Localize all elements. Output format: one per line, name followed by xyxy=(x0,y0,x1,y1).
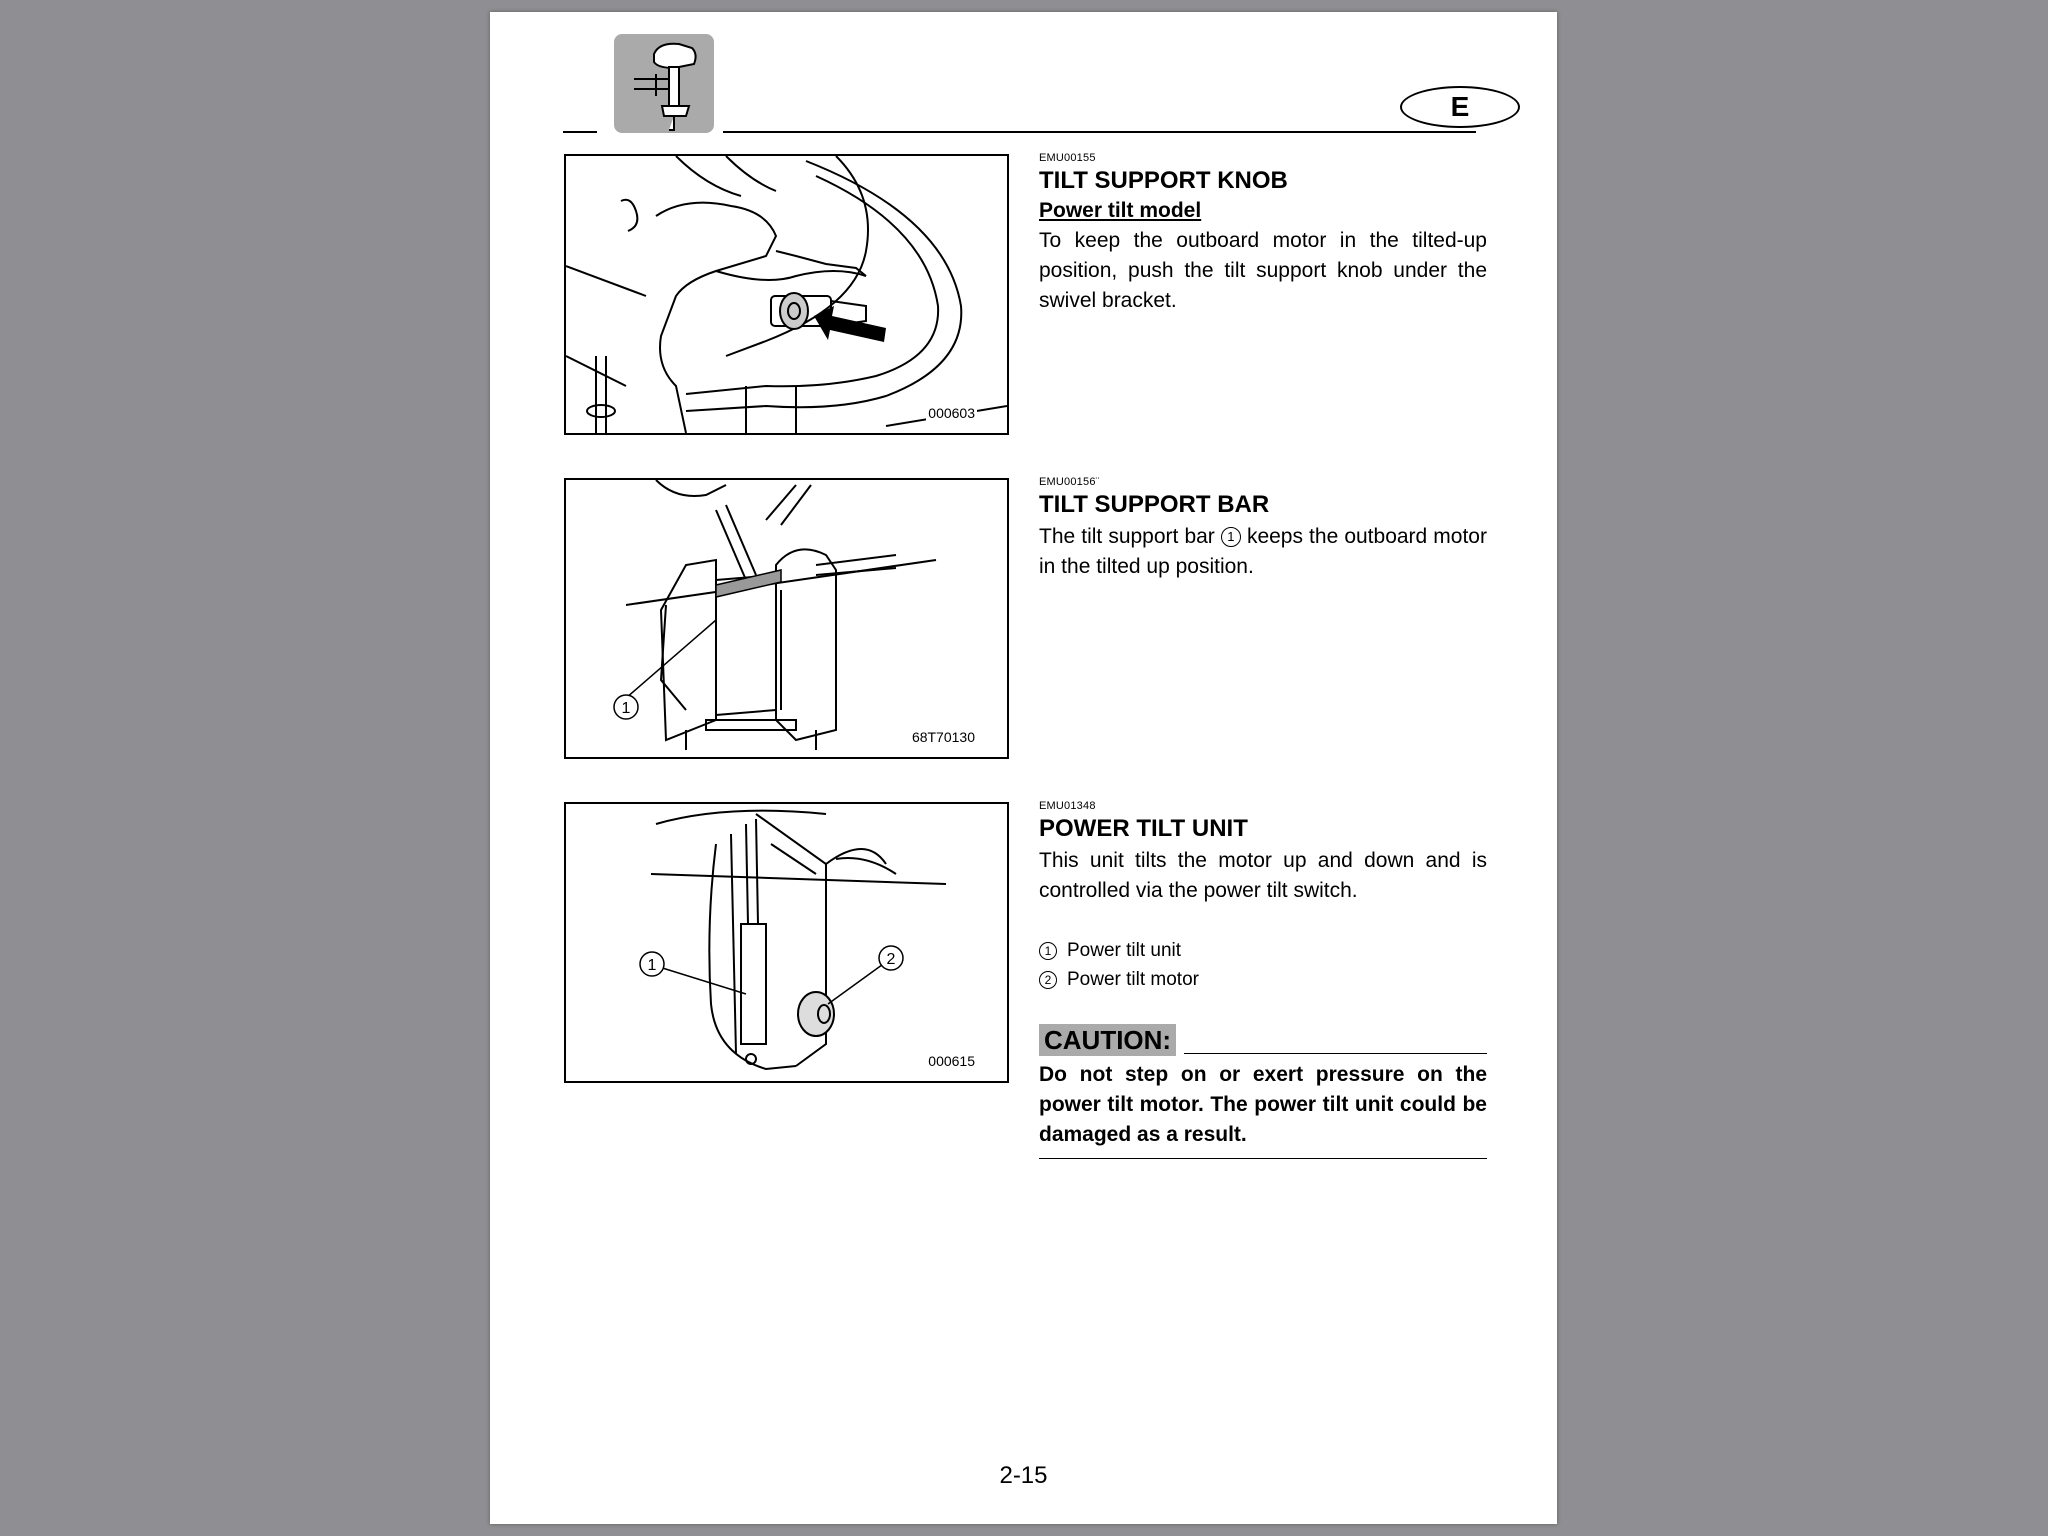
caution-text: Do not step on or exert pressure on the power tilt motor. The power tilt unit could be damaged as a result. xyxy=(1039,1063,1487,1146)
manual-page xyxy=(490,12,1557,1524)
caution-rule xyxy=(1184,1053,1487,1054)
section-code: EMU00155 xyxy=(1039,152,1096,164)
figure-code: 68T70130 xyxy=(911,729,975,745)
section-title: POWER TILT UNIT xyxy=(1039,815,1248,842)
legend-item xyxy=(1039,936,1487,965)
section-body: To keep the outboard motor in the tilted-up position, push the tilt support knob under the swivel bracket. xyxy=(1039,229,1487,312)
language-badge: E xyxy=(1400,86,1520,128)
section-power-tilt-unit xyxy=(1039,800,1487,1159)
tilt-support-bar-illustration xyxy=(564,478,1009,759)
legend-label: Power tilt motor xyxy=(1067,969,1199,990)
callout-2: 2 xyxy=(886,951,896,968)
legend-item xyxy=(1039,965,1487,994)
figure-code: 000603 xyxy=(928,405,975,421)
callout-1: 1 xyxy=(647,957,657,974)
legend-label: Power tilt unit xyxy=(1067,940,1182,961)
section-title: TILT SUPPORT KNOB xyxy=(1039,167,1288,194)
tilt-support-knob-illustration xyxy=(564,154,1009,435)
callout-marker: 1 xyxy=(1221,527,1241,547)
legend-number: 1 xyxy=(1039,942,1057,960)
page-number: 2-15 xyxy=(999,1462,1048,1489)
header-rule-right xyxy=(723,131,1476,133)
callout-1: 1 xyxy=(621,700,631,717)
section-tilt-support-knob xyxy=(1039,152,1487,316)
caution-bottom-rule xyxy=(1039,1158,1487,1159)
caution-header xyxy=(1039,1024,1487,1056)
section-code: EMU01348 xyxy=(1039,800,1096,812)
legend-list xyxy=(1039,936,1487,994)
section-subtitle: Power tilt model xyxy=(1039,199,1202,222)
header-rule-left xyxy=(563,131,597,133)
power-tilt-unit-illustration xyxy=(564,802,1009,1083)
legend-number: 2 xyxy=(1039,971,1057,989)
section-body xyxy=(1039,522,1487,582)
body-text-start: The tilt support bar xyxy=(1039,525,1215,548)
body-text-end: keeps the outboard motor in the tilted up position. xyxy=(1039,525,1487,578)
outboard-motor-icon xyxy=(614,34,714,133)
caution-label: CAUTION: xyxy=(1039,1024,1176,1056)
section-body: This unit tilts the motor up and down and is controlled via the power tilt switch. xyxy=(1039,849,1487,902)
section-code: EMU00156¨ xyxy=(1039,476,1100,488)
figure-code: 000615 xyxy=(928,1053,975,1069)
section-title: TILT SUPPORT BAR xyxy=(1039,491,1270,518)
section-tilt-support-bar xyxy=(1039,476,1487,582)
